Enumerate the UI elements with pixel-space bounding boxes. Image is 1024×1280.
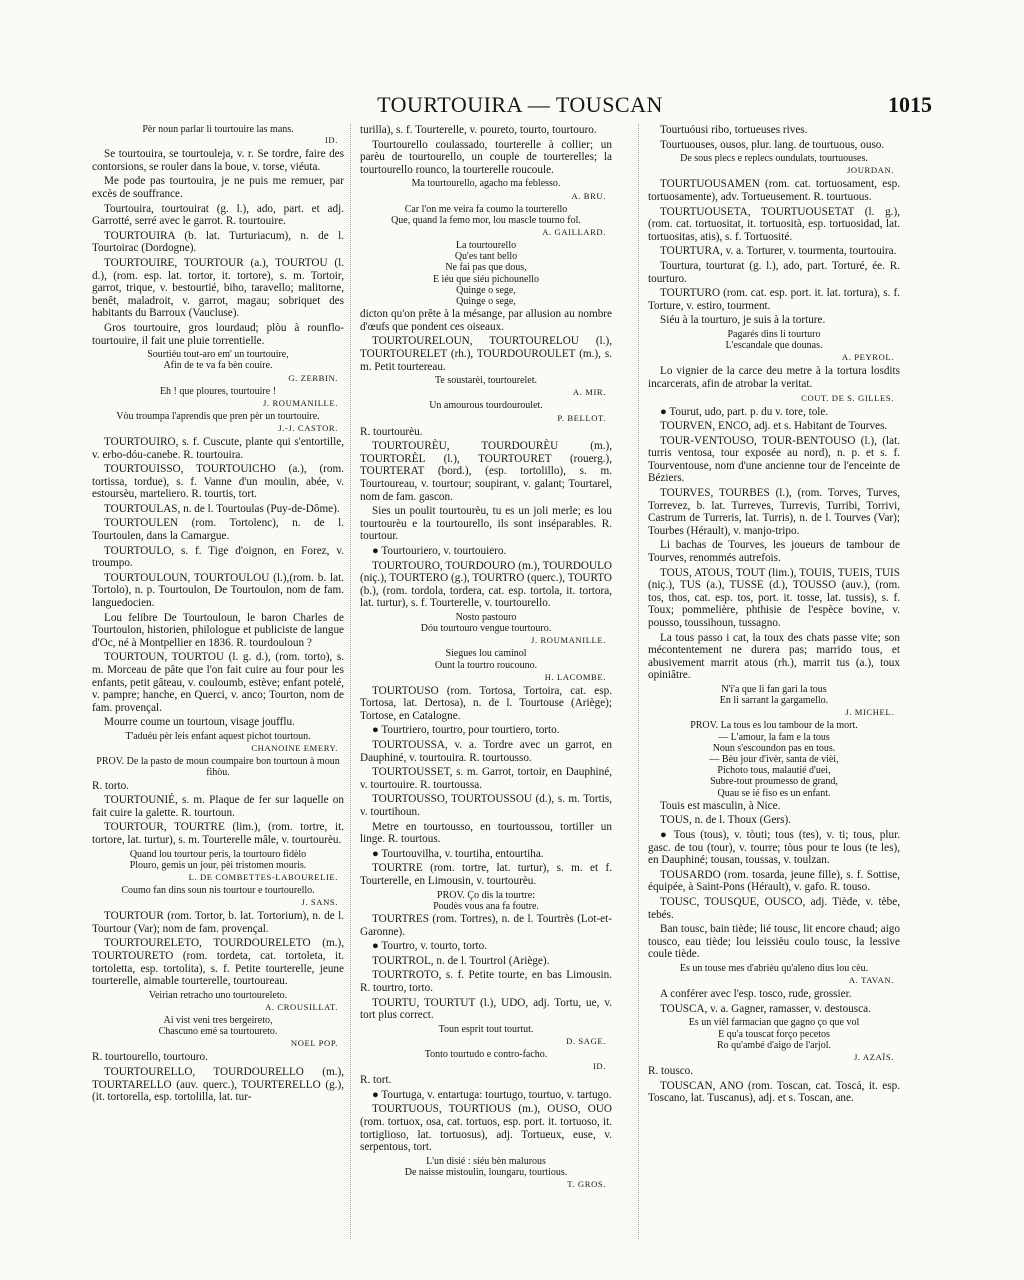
- entry-text: TOURTU, TOURTUT (l.), UDO, adj. Tortu, ue, v. tort plus correct.: [360, 996, 612, 1022]
- entry-text: TOURTURO (rom. cat. esp. port. it. lat. tortura), s. f. Torture, v. estiro, tourment.: [648, 287, 900, 312]
- quotation-line: Un amourous tourdouroulet.: [429, 400, 543, 412]
- entry-text: TOURTOURELETO, TOURDOURELETO (m.), TOURTOURETO (rom. tordeta, cat. tortoleta, it. tortoletta, esp. tortolita), s. f. Petite tourterelle, jeune tourterelle, aimable tourterelle, tourtoureau.: [92, 937, 344, 988]
- entry-text: TOURTOUIRE, TOURTOUR (a.), TOURTOU (l. d.), (rom. esp. lat. tortor, it. tortore), s. m. Tortoir, garrot, trique, v. bestourtié, biho, taravello; malitorne, benêt, maladroit, v. garrot, magau; sobriquet des habitants du Barroux (Vaucluse).: [92, 256, 344, 320]
- entry-text: R. tort.: [360, 1074, 392, 1087]
- quotation-line: N'i'a que li fan gari la tous: [721, 683, 827, 695]
- entry-text: TOURTOUSSO, TOURTOUSSOU (d.), s. m. Tortis, v. tourtihoun.: [360, 793, 612, 819]
- quotation: [648, 1017, 900, 1051]
- entry-text: Li bachas de Tourves, les joueurs de tambour de Tourves, renommés autrefois.: [648, 539, 900, 565]
- entry-text: Tourtouira, tourtouirat (g. l.), ado, part. et adj. Garrotté, serré avec le garrot. R. tourtouire.: [92, 202, 344, 228]
- quotation: [92, 386, 344, 397]
- citation-author: NOEL POP.: [290, 1038, 338, 1049]
- entry-text: ● Tourtouriero, v. tourtouiero.: [372, 544, 507, 557]
- entry-text: Tourtura, tourturat (g. l.), ado, part. Torturé, ée. R. tourturo.: [648, 259, 900, 285]
- entry-text: Lo vignier de la carce deu metre à la tortura losdits incarcerats, afin de atrobar la veritat.: [648, 365, 900, 390]
- entry-text: TOURTOUR (rom. Tortor, b. lat. Tortorium), n. de l. Tourtour (Var); nom de fam. provençal.: [92, 910, 344, 935]
- quotation-line: Eh ! que ploures, tourtouire !: [159, 385, 277, 397]
- quotation: [648, 963, 900, 974]
- entry-text: Tourtuóusi ribo, tortueuses rives.: [660, 124, 808, 136]
- entry-text: TOURTOURELLO, TOURDOURELLO (m.), TOURTARELLO (auv. querc.), TOURTERELLO (g.), (it. tortorella, esp. tortolilla, lat. tur-: [92, 1065, 344, 1104]
- column-separator-left: [350, 124, 351, 1239]
- quotation-line: PROV. Ço dis la tourtre:: [437, 889, 535, 901]
- quotation-line: Coumo fan dins soun nis tourtour e tourtourello.: [121, 884, 315, 896]
- citation-author: ID.: [324, 135, 338, 146]
- citation-author: J. SANS.: [301, 897, 338, 908]
- quotation-line: Veirian retracho uno tourtoureleto.: [148, 989, 288, 1001]
- entry-text: Tourtuouses, ousos, plur. lang. de tourtuous, ouso.: [660, 138, 885, 151]
- quotation-line: Afin de te va fa bèn couire.: [163, 360, 273, 372]
- entry-text: Tourtourello coulassado, tourterelle à collier; un parèu de tourtourello, un couple de tourterelles; la tourtourello rounco, la tourterelle roucoule.: [360, 138, 612, 176]
- quotation-line: E iéu que siéu pichounello: [432, 273, 540, 285]
- entry-text: TOUSCA, v. a. Gagner, ramasser, v. destousca.: [660, 1002, 871, 1015]
- entry-text: ● Tourtriero, tourtro, pour tourtiero, torto.: [372, 724, 560, 737]
- entry-text: Metre en tourtousso, en tourtoussou, tortiller un linge. R. tourtous.: [360, 820, 612, 846]
- quotation-line: Ma tourtourello, agacho ma feblesso.: [411, 178, 561, 190]
- quotation: [92, 1015, 344, 1037]
- entry-text: TOURTOULOUN, TOURTOULOU (l.),(rom. b. lat. Tortolo), n. p. Tourtoulon, De Tourtoulon, nom de fam. languedocien.: [92, 571, 344, 610]
- citation-author: CHANOINE EMERY.: [251, 743, 338, 754]
- column-separator-right: [638, 124, 639, 1239]
- quotation: [648, 720, 900, 798]
- quotation-line: Te soustarèi, tourtourelet.: [434, 375, 538, 387]
- quotation-line: Vòu troumpa l'aprendis que pren pèr un tourtouire.: [116, 410, 320, 422]
- entry-text: TOUS, n. de l. Thoux (Gers).: [660, 814, 792, 827]
- citation-author: T. GROS.: [567, 1179, 606, 1190]
- quotation-line: Chascuno emé sa tourtoureto.: [158, 1026, 278, 1038]
- entry-text: TOURTOURO, TOURDOURO (m.), TOURDOULO (niç.), TOURTERO (g.), TOURTRO (querc.), TOURTO (b.), (rom. tordola, tordera, cat. esp. tortola, it. tortora, lat. turtur), s. f. Tourterelle, v. tourtourello.: [360, 559, 612, 610]
- quotation-line: Ai vist veni tres bergeireto,: [163, 1014, 273, 1026]
- quotation-line: T'aduéu pèr leis enfant aquest pichot tourtoun.: [125, 730, 311, 742]
- entry-text: Sies un poulit tourtourèu, tu es un joli merle; es lou tourtourèu e la tourtourello, ils sont inséparables. R. tourtour.: [360, 505, 612, 543]
- quotation-line: Pagarés dins li tourturo: [727, 328, 821, 340]
- entry-text: TOURTROTO, s. f. Petite tourte, en bas Limousin. R. tourtro, torto.: [360, 969, 612, 994]
- quotation-line: Car l'on me veira fa coumo la tourterello: [404, 203, 568, 215]
- entry-text: TOURTURA, v. a. Torturer, v. tourmenta, tourtouira.: [660, 245, 897, 258]
- entry-text: TOURTOULAS, n. de l. Tourtoulas (Puy-de-Dôme).: [104, 502, 340, 515]
- citation-author: JOURDAN.: [846, 165, 894, 176]
- quotation: [648, 329, 900, 351]
- quotation-line: Es un vièl farmacian que gagno ço que vol: [688, 1017, 860, 1029]
- entry-text: TOURTRE (rom. tortre, lat. turtur), s. m. et f. Tourterelle, en Limousin, v. tourtourèu.: [360, 862, 612, 888]
- running-title: TOURTOUIRA — TOUSCAN: [377, 92, 663, 117]
- entry-text: TOURTOUISSO, TOURTOUICHO (a.), (rom. tortissa, tordue), s. f. Vanne d'un moulin, abée, v. estoursèu, marteliero. R. tourtis, tort.: [92, 463, 344, 501]
- entry-text: Pèr noun parlar li tourtouire las mans.: [142, 124, 294, 135]
- quotation-line: PROV. De la pasto de moun coumpaire bon tourtoun à moun fihòu.: [96, 756, 340, 779]
- entry-text: TOURTROL, n. de l. Tourtrol (Ariège).: [372, 954, 550, 967]
- quotation-line: Ro qu'ambé d'aigo de l'arjol.: [717, 1039, 831, 1051]
- entry-text: A conférer avec l'esp. tosco, rude, grossier.: [660, 988, 852, 1001]
- citation-author: A. PEYROL.: [841, 352, 894, 363]
- citation-author: ID.: [592, 1061, 606, 1072]
- quotation-line: La tourtourello: [455, 239, 517, 251]
- entry-text: R. tourtourèu.: [360, 425, 423, 438]
- quotation-line: Quand lou tourtour peris, la tourtouro fidèlo: [129, 848, 307, 860]
- quotation: [360, 1024, 612, 1035]
- quotation-line: E qu'a touscat forço pecetos: [718, 1028, 830, 1040]
- entry-text: Touis est masculin, à Nice.: [660, 799, 781, 812]
- citation-author: P. BELLOT.: [557, 412, 606, 423]
- quotation: [360, 612, 612, 634]
- entry-text: TOUSC, TOUSQUE, OUSCO, adj. Tiède, v. tèbe, tebés.: [648, 895, 900, 921]
- entry-text: turilla), s. f. Tourterelle, v. poureto, tourto, tourtouro.: [360, 124, 597, 136]
- entry-text: TOUS, ATOUS, TOUT (lim.), TOUIS, TUEIS, TUIS (niç.), TUS (a.), TUSSE (d.), TOUSSO (auv.), (rom. tos, thos, cat. esp. tos, port. it. tosse, lat. tussis), s. f. Toux; pommelière, phthisie de l'espèce bovine, v. pousso, toussihoun, tussagno.: [648, 566, 900, 630]
- quotation-line: Toun esprit tout tourtut.: [438, 1023, 534, 1035]
- quotation: [648, 153, 900, 164]
- quotation: [648, 684, 900, 706]
- quotation-line: PROV. La tous es lou tambour de la mort.: [690, 720, 858, 732]
- entry-text: Se tourtouira, se tourtouleja, v. r. Se tordre, faire des contorsions, se rouler dans la boue, v. torse, viéuta.: [92, 148, 344, 173]
- quotation-line: Qu'es tant bello: [454, 251, 518, 263]
- citation-author: J. ROUMANILLE.: [531, 635, 606, 646]
- entry-text: Ban tousc, bain tiède; lié tousc, lit encore chaud; aigo tousco, eau tiède; lou leissièu coulo tousc, la lessive coule tiède.: [648, 923, 900, 961]
- entry-text: TOURTOULEN (rom. Tortolenc), n. de l. Tourtoulen, dans la Camargue.: [92, 517, 344, 543]
- entry-text: TOURTOULO, s. f. Tige d'oignon, en Forez, v. troumpo.: [92, 544, 344, 570]
- entry-text: dicton qu'on prête à la mésange, par allusion au nombre d'œufs que pondent ces oiseaux.: [360, 308, 612, 333]
- citation-author: J.-J. CASTOR.: [278, 422, 338, 433]
- column-3: [648, 124, 900, 1239]
- quotation-line: Quinge o sege,: [456, 284, 516, 296]
- quotation-line: Noun s'escoundon pas en tous.: [712, 742, 836, 754]
- entry-text: TOURTOUNIÉ, s. m. Plaque de fer sur laquelle on fait cuire la galette. R. tourtoun.: [92, 794, 344, 819]
- quotation-line: Sourtiéu tout-aro em' un tourtouire,: [147, 349, 289, 361]
- entry-text: TOURVEN, ENCO, adj. et s. Habitant de Tourves.: [660, 420, 888, 433]
- citation-author: J. ROUMANILLE.: [263, 397, 338, 408]
- quotation: [360, 375, 612, 386]
- quotation-line: Es un touse mes d'abrièu qu'aleno dius lou cèu.: [679, 962, 869, 974]
- quotation-line: Tonto tourtudo e contro-facho.: [424, 1048, 548, 1060]
- quotation-line: Poudès vous ana fa foutre.: [433, 900, 539, 912]
- entry-text: TOURTOURÈU, TOURDOURÈU (m.), TOURTORÈL (l.), TOURTOURET (rouerg.), TOURTERAT (bord.), (esp. tortolillo), s. m. Tourtoureau, v. tourtour; soupirant, v. galant; Tourtarel, nom de fam. gascon.: [360, 440, 612, 503]
- quotation: [92, 990, 344, 1001]
- quotation: [360, 400, 612, 411]
- quotation: [92, 411, 344, 422]
- entry-text: ● Tourut, udo, part. p. du v. tore, tole.: [660, 405, 829, 418]
- column-2: [360, 124, 612, 1239]
- entry-text: TOURTUOUSETA, TOURTUOUSETAT (l. g.), (rom. cat. tortuositat, it. tortuosità, esp. tortuosidad, lat. tortuositas, atis), s. f. Tortuosité.: [648, 205, 900, 243]
- entry-text: TOURTOUSO (rom. Tortosa, Tortoira, cat. esp. Tortosa, lat. Dertosa), n. de l. Tourtouse (Ariège); Tortose, en Catalogne.: [360, 684, 612, 722]
- citation-author: COUT. DE S. GILLES.: [801, 392, 894, 403]
- entry-text: TOURTOURELOUN, TOURTOURELOU (l.), TOURTOURELET (rh.), TOURDOUROULET (m.), s. m. Petit tourtereau.: [360, 335, 612, 373]
- entry-text: TOURTRES (rom. Tortres), n. de l. Tourtrès (Lot-et-Garonne).: [360, 913, 612, 938]
- entry-text: ● Tourtro, v. tourto, torto.: [372, 940, 488, 953]
- entry-text: ● Tous (tous), v. tòuti; tous (tes), v. ti; tous, plur. gasc. de tou (tour), v. tourre; tòus pour te lous (te les), en Dauphiné; tousan, toussas, v. toulzan.: [648, 829, 900, 867]
- quotation: [92, 849, 344, 871]
- entry-text: TOURTOUSSET, s. m. Garrot, tortoir, en Dauphiné, v. tourtouire. R. tourtoussa.: [360, 766, 612, 791]
- entry-text: TOURTOUIRA (b. lat. Turturiacum), n. de l. Tourtoirac (Dordogne).: [92, 229, 344, 255]
- quotation: [360, 648, 612, 670]
- entry-text: R. tousco.: [648, 1064, 694, 1077]
- quotation-line: L'escandale que dounas.: [725, 340, 823, 352]
- page-number: 1015: [888, 92, 932, 117]
- entry-text: Me pode pas tourtouira, je ne puis me remuer, par excès de souffrance.: [92, 175, 344, 200]
- citation-author: A. CROUSILLAT.: [265, 1001, 338, 1012]
- quotation-line: Quau se ié fiso es un enfant.: [717, 787, 831, 799]
- entry-text: R. tourtourello, tourtouro.: [92, 1051, 208, 1064]
- entry-text: Mourre coume un tourtoun, visage joufflu.: [104, 716, 295, 729]
- entry-text: Gros tourtouire, gros lourdaud; plòu à rounflo-tourtouire, il fait une pluie torrentielle.: [92, 321, 344, 347]
- quotation-line: Pichoto tous, malautié d'uei,: [717, 765, 831, 777]
- quotation-line: Ne fai pas que dous,: [445, 262, 527, 274]
- entry-text: La tous passo i cat, la toux des chats passe vite; son mécontentement ne durera pas; marrido tous, et abusivement marrit atous (rh.), marrit tus (a.), toux opiniâtre.: [648, 631, 900, 682]
- quotation: [92, 731, 344, 742]
- entry-text: TOURTUOUSAMEN (rom. cat. tortuosament, esp. tortuosamente), adv. Tortueusement. R. tourtuous.: [648, 178, 900, 203]
- entry-text: TOURTUOUS, TOURTIOUS (m.), OUSO, OUO (rom. tortuox, osa, cat. tortuos, esp. port. it. tortuoso, it. tortiglioso, lat. tortuosus), adj. Tortueux, euse, v. serpentous, tort.: [360, 1103, 612, 1154]
- entry-text: TOURTOUIRO, s. f. Cuscute, plante qui s'entortille, v. erbo-dóu-canebe. R. tourtouira.: [92, 435, 344, 461]
- quotation-line: De naisse mistoulin, loungaru, tourtious.: [404, 1166, 568, 1178]
- quotation-line: Quinge o sege,: [456, 296, 516, 307]
- column-1: [92, 124, 344, 1239]
- entry-text: TOURTOUR, TOURTRE (lim.), (rom. tortre, it. tortore, lat. turtur), s. m. Tourterelle mâle, v. tourtourèu.: [92, 821, 344, 846]
- quotation: [360, 240, 612, 307]
- citation-author: A. MIR.: [572, 387, 606, 398]
- quotation: [360, 1049, 612, 1060]
- quotation: [92, 885, 344, 896]
- quotation-line: Subre-tout proumesso de grand,: [710, 776, 838, 788]
- quotation-line: — L'amour, la fam e la tous: [718, 731, 830, 743]
- quotation-line: En li sarrant la gargamello.: [719, 695, 829, 707]
- quotation-line: — Bèu jour d'ivèr, santa de vièi,: [709, 754, 839, 765]
- quotation: [360, 890, 612, 912]
- quotation-line: L'un disié : siéu bèn malurous: [426, 1155, 546, 1167]
- quotation-line: Nosto pastouro: [455, 611, 517, 623]
- entry-text: ● Tourtouvilha, v. tourtiha, entourtiha.: [372, 847, 544, 860]
- quotation: [92, 349, 344, 371]
- quotation-line: Dóu tourtouro vengue tourtouro.: [420, 623, 552, 635]
- entry-text: TOURTOUSSA, v. a. Tordre avec un garrot, en Dauphiné, v. tourtouira. R. tourtousso.: [360, 739, 612, 764]
- citation-author: A. TAVAN.: [848, 975, 894, 986]
- running-head: [0, 92, 1024, 122]
- quotation-line: Ount la tourtro roucouno.: [434, 659, 538, 671]
- quotation-line: De sous plecs e replecs oundulats, tourtuouses.: [680, 153, 868, 165]
- entry-text: TOUSCAN, ANO (rom. Toscan, cat. Toscá, it. esp. Toscano, lat. Tuscanus), adj. et s. Toscan, ane.: [648, 1079, 900, 1105]
- citation-author: J. AZAÏS.: [853, 1051, 894, 1062]
- entry-text: TOURVES, TOURBES (l.), (rom. Torves, Turves, Torrevez, b. lat. Turreves, Turrevis, Turribi, Torrivi, Castrum de Turreris, lat. Turris), n. de l. Tourves (Var); Tourbes (Hérault), v. manjo-tripo.: [648, 487, 900, 537]
- quotation: [360, 178, 612, 189]
- entry-text: Lou felibre De Tourtouloun, le baron Charles de Tourtoulon, historien, philologue et publiciste de langue d'Oc, né à Montpellier en 1836. R. tourdouloun ?: [92, 611, 344, 649]
- entry-text: ● Tourtuga, v. entartuga: tourtugo, tourtuo, v. tartugo.: [372, 1088, 612, 1101]
- quotation: [360, 204, 612, 226]
- citation-author: A. GAILLARD.: [542, 226, 606, 237]
- entry-text: R. torto.: [92, 779, 129, 792]
- entry-text: Siéu à la tourturo, je suis à la torture.: [660, 314, 826, 327]
- citation-author: A. BRU.: [571, 190, 606, 201]
- citation-author: G. ZERBIN.: [288, 372, 338, 383]
- quotation-line: Plouro, gemis un jour, pèi tristomen mouris.: [129, 859, 307, 871]
- citation-author: H. LACOMBE.: [544, 671, 606, 682]
- quotation: [360, 1156, 612, 1178]
- citation-author: L. DE COMBETTES-LABOURELIE.: [188, 871, 338, 882]
- entry-text: TOURTOUN, TOURTOU (l. g. d.), (rom. torto), s. m. Morceau de pâte que l'on fait cuire au four pour les enfants, petit gâteau, v. couloumb, estève; enfant potelé, v. pampre; hanche, en Querci, v. anco; Tourton, nom de fam. provençal.: [92, 651, 344, 714]
- quotation-line: Que, quand la femo mor, lou mascle tourno fol.: [391, 214, 581, 226]
- quotation-line: Siegues lou caminol: [445, 648, 527, 660]
- citation-author: D. SAGE.: [566, 1035, 606, 1046]
- entry-text: TOUSARDO (rom. tosarda, jeune fille), s. f. Sottise, équipée, à Saint-Pons (Hérault), v. gafo. R. touso.: [648, 868, 900, 894]
- quotation: [92, 756, 344, 778]
- entry-text: TOUR-VENTOUSO, TOUR-BENTOUSO (l.), (lat. turris ventosa, tour exposée au nord), n. p. et s. f. Tourventouse, nom d'une ancienne tour de l'enceinte de Béziers.: [648, 434, 900, 485]
- citation-author: J. MICHEL.: [845, 707, 894, 718]
